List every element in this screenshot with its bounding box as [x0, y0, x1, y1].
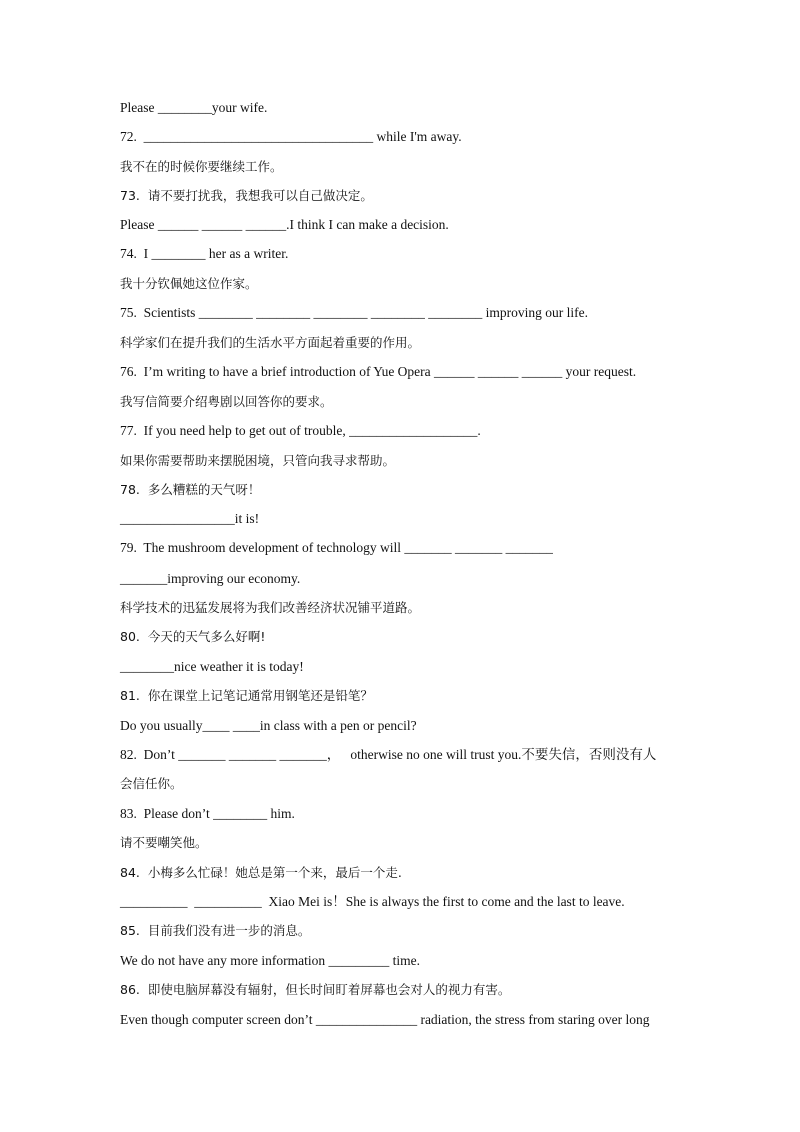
question-77: 77. If you need help to get out of trouble, ___________________. [120, 423, 481, 438]
question-81: 81. 你在课堂上记笔记通常用钢笔还是铅笔？ [120, 688, 373, 703]
text-line: _______improving our economy. [120, 571, 301, 586]
text-line: 科学家们在提升我们的生活水平方面起着重要的作用。 [120, 335, 421, 350]
text-line: 我写信简要介绍粤剧以回答你的要求。 [120, 394, 333, 409]
question-78: 78. 多么糟糕的天气呀！ [120, 482, 261, 497]
text-line: 会信任你。 [120, 776, 183, 791]
text-line: Please ________your wife. [120, 100, 268, 115]
text-line: Please ______ ______ ______.I think I can make a decision. [120, 217, 449, 232]
text-line: ________nice weather it is today! [120, 659, 304, 674]
text-line: __________ __________ Xiao Mei is！She is always the first to come and the last to leave. [120, 894, 625, 909]
text-line: Even though computer screen don’t _______________ radiation, the stress from staring over long [120, 1012, 650, 1027]
question-73: 73. 请不要打扰我，我想我可以自己做决定。 [120, 188, 373, 203]
text-line: 请不要嘲笑他。 [120, 835, 208, 850]
text-line: 如果你需要帮助来摆脱困境，只管向我寻求帮助。 [120, 453, 396, 468]
question-79: 79. The mushroom development of technology will _______ _______ _______ [120, 540, 553, 555]
question-83: 83. Please don’t ________ him. [120, 806, 295, 821]
question-72: 72. __________________________________ while I'm away. [120, 129, 462, 144]
text-line: 我不在的时候你要继续工作。 [120, 159, 283, 174]
question-76: 76. I’m writing to have a brief introduction of Yue Opera ______ ______ ______ your request. [120, 364, 637, 379]
text-line: 我十分钦佩她这位作家。 [120, 276, 258, 291]
text-line: Do you usually____ ____in class with a pen or pencil? [120, 718, 417, 733]
question-80: 80. 今天的天气多么好啊! [120, 629, 266, 644]
question-86: 86. 即使电脑屏幕没有辐射，但长时间盯着屏幕也会对人的视力有害。 [120, 982, 511, 997]
question-82: 82. Don’t _______ _______ _______， otherwise no one will trust you.不要失信，否则没有人 [120, 747, 657, 762]
question-85: 85. 目前我们没有进一步的消息。 [120, 923, 311, 938]
question-75: 75. Scientists ________ ________ ________ ________ ________ improving our life. [120, 305, 588, 320]
text-line: 科学技术的迅猛发展将为我们改善经济状况铺平道路。 [120, 600, 421, 615]
question-84: 84. 小梅多么忙碌！她总是第一个来，最后一个走. [120, 865, 402, 880]
text-line: We do not have any more information _________ time. [120, 953, 420, 968]
text-line: _________________it is! [120, 511, 260, 526]
question-74: 74. I ________ her as a writer. [120, 246, 289, 261]
